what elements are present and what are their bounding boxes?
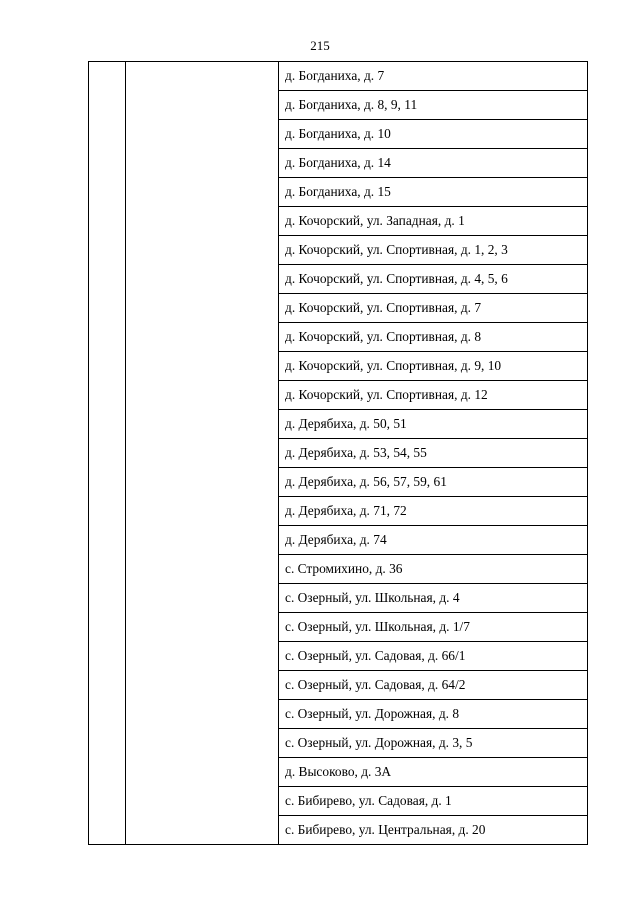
address-cell: с. Озерный, ул. Школьная, д. 1/7 bbox=[279, 613, 588, 642]
address-cell: д. Кочорский, ул. Западная, д. 1 bbox=[279, 207, 588, 236]
address-cell: с. Озерный, ул. Садовая, д. 64/2 bbox=[279, 671, 588, 700]
address-cell: д. Дерябиха, д. 74 bbox=[279, 526, 588, 555]
address-cell: с. Озерный, ул. Дорожная, д. 3, 5 bbox=[279, 729, 588, 758]
merged-name-cell bbox=[126, 62, 279, 845]
address-cell: д. Кочорский, ул. Спортивная, д. 1, 2, 3 bbox=[279, 236, 588, 265]
address-cell: д. Кочорский, ул. Спортивная, д. 7 bbox=[279, 294, 588, 323]
address-cell: д. Кочорский, ул. Спортивная, д. 8 bbox=[279, 323, 588, 352]
address-cell: д. Дерябиха, д. 71, 72 bbox=[279, 497, 588, 526]
address-cell: с. Озерный, ул. Школьная, д. 4 bbox=[279, 584, 588, 613]
address-cell: с. Бибирево, ул. Садовая, д. 1 bbox=[279, 787, 588, 816]
address-table bbox=[88, 61, 588, 845]
address-cell: с. Озерный, ул. Дорожная, д. 8 bbox=[279, 700, 588, 729]
address-cell: д. Высоково, д. 3А bbox=[279, 758, 588, 787]
address-cell: с. Озерный, ул. Садовая, д. 66/1 bbox=[279, 642, 588, 671]
address-cell: д. Богданиха, д. 7 bbox=[279, 62, 588, 91]
address-cell: д. Дерябиха, д. 50, 51 bbox=[279, 410, 588, 439]
address-cell: д. Кочорский, ул. Спортивная, д. 12 bbox=[279, 381, 588, 410]
address-table-body bbox=[89, 62, 588, 845]
address-cell: д. Кочорский, ул. Спортивная, д. 4, 5, 6 bbox=[279, 265, 588, 294]
address-cell: с. Стромихино, д. 36 bbox=[279, 555, 588, 584]
page-number: 215 bbox=[310, 38, 330, 53]
address-cell: д. Богданиха, д. 14 bbox=[279, 149, 588, 178]
address-cell: д. Богданиха, д. 15 bbox=[279, 178, 588, 207]
address-cell: с. Бибирево, ул. Центральная, д. 20 bbox=[279, 816, 588, 845]
address-cell: д. Дерябиха, д. 53, 54, 55 bbox=[279, 439, 588, 468]
merged-number-cell bbox=[89, 62, 126, 845]
address-cell: д. Богданиха, д. 10 bbox=[279, 120, 588, 149]
address-cell: д. Дерябиха, д. 56, 57, 59, 61 bbox=[279, 468, 588, 497]
address-cell: д. Богданиха, д. 8, 9, 11 bbox=[279, 91, 588, 120]
address-cell: д. Кочорский, ул. Спортивная, д. 9, 10 bbox=[279, 352, 588, 381]
table-row bbox=[89, 62, 588, 91]
